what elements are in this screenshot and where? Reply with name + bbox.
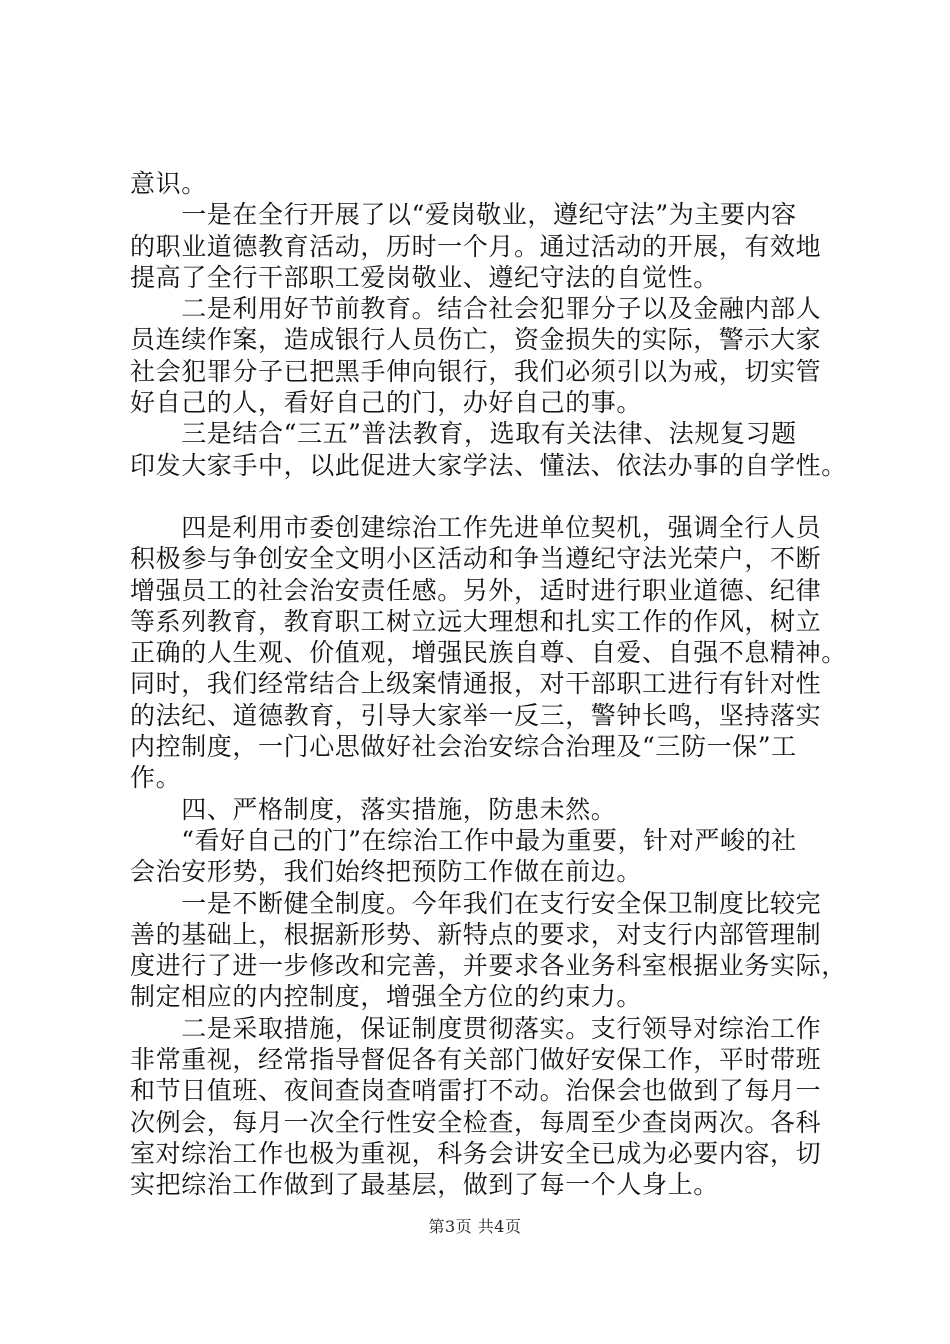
text-line: 员连续作案，造成银行人员伤亡，资金损失的实际，警示大家 — [130, 325, 822, 355]
text-line: 善的基础上，根据新形势、新特点的要求，对支行内部管理制 — [130, 919, 822, 949]
text-line: 一是不断健全制度。今年我们在支行安全保卫制度比较完 — [130, 888, 822, 918]
text-line: 提高了全行干部职工爱岗敬业、遵纪守法的自觉性。 — [130, 262, 719, 292]
text-line: 意识。 — [130, 169, 207, 198]
text-line: 作。 — [130, 763, 182, 793]
text-line: 积极参与争创安全文明小区活动和争当遵纪守法光荣户，不断 — [130, 544, 822, 574]
text-line: 社会犯罪分子已把黑手伸向银行，我们必须引以为戒，切实管 — [130, 356, 822, 386]
page-number-footer: 第3页 共4页 — [428, 1217, 522, 1236]
text-line: 等系列教育，教育职工树立远大理想和扎实工作的作风，树立 — [130, 606, 822, 636]
text-line: 实把综治工作做到了最基层，做到了每一个人身上。 — [130, 1170, 719, 1200]
text-line: 正确的人生观、价值观，增强民族自尊、自爱、自强不息精神。 — [130, 638, 847, 668]
text-line: 二是采取措施，保证制度贯彻落实。支行领导对综治工作 — [130, 1013, 822, 1043]
document-body — [130, 168, 847, 1201]
text-line: 二是利用好节前教育。结合社会犯罪分子以及金融内部人 — [130, 294, 822, 324]
text-line: 三是结合“三五”普法教育，选取有关法律、法规复习题 — [130, 419, 797, 449]
text-line: 同时，我们经常结合上级案情通报，对干部职工进行有针对性 — [130, 669, 822, 699]
text-line: 好自己的人，看好自己的门，办好自己的事。 — [130, 388, 643, 418]
text-line: 次例会，每月一次全行性安全检查，每周至少查岗两次。各科 — [130, 1107, 822, 1137]
text-line: 内控制度，一门心思做好社会治安综合治理及“三防一保”工 — [130, 732, 797, 762]
text-line: 会治安形势，我们始终把预防工作做在前边。 — [130, 857, 643, 887]
text-line: 印发大家手中，以此促进大家学法、懂法、依法办事的自学性。 — [130, 450, 847, 480]
text-line: 非常重视，经常指导督促各有关部门做好安保工作，平时带班 — [130, 1045, 822, 1075]
text-line: 的法纪、道德教育，引导大家举一反三，警钟长鸣，坚持落实 — [130, 700, 822, 730]
text-line: 和节日值班、夜间查岗查哨雷打不动。治保会也做到了每月一 — [130, 1076, 822, 1106]
text-line: 一是在全行开展了以“爱岗敬业，遵纪守法”为主要内容 — [130, 200, 797, 230]
section-heading: 四、严格制度，落实措施，防患未然。 — [130, 794, 617, 824]
text-line: 度进行了进一步修改和完善，并要求各业务科室根据业务实际， — [130, 951, 847, 981]
text-line: 四是利用市委创建综治工作先进单位契机，强调全行人员 — [130, 512, 822, 542]
text-line: 制定相应的内控制度，增强全方位的约束力。 — [130, 982, 643, 1012]
text-line: 室对综治工作也极为重视，科务会讲安全已成为必要内容，切 — [130, 1138, 822, 1168]
text-line: 增强员工的社会治安责任感。另外，适时进行职业道德、纪律 — [130, 575, 822, 605]
text-line: “看好自己的门”在综治工作中最为重要，针对严峻的社 — [130, 825, 797, 855]
text-line: 的职业道德教育活动，历时一个月。通过活动的开展，有效地 — [130, 231, 822, 261]
